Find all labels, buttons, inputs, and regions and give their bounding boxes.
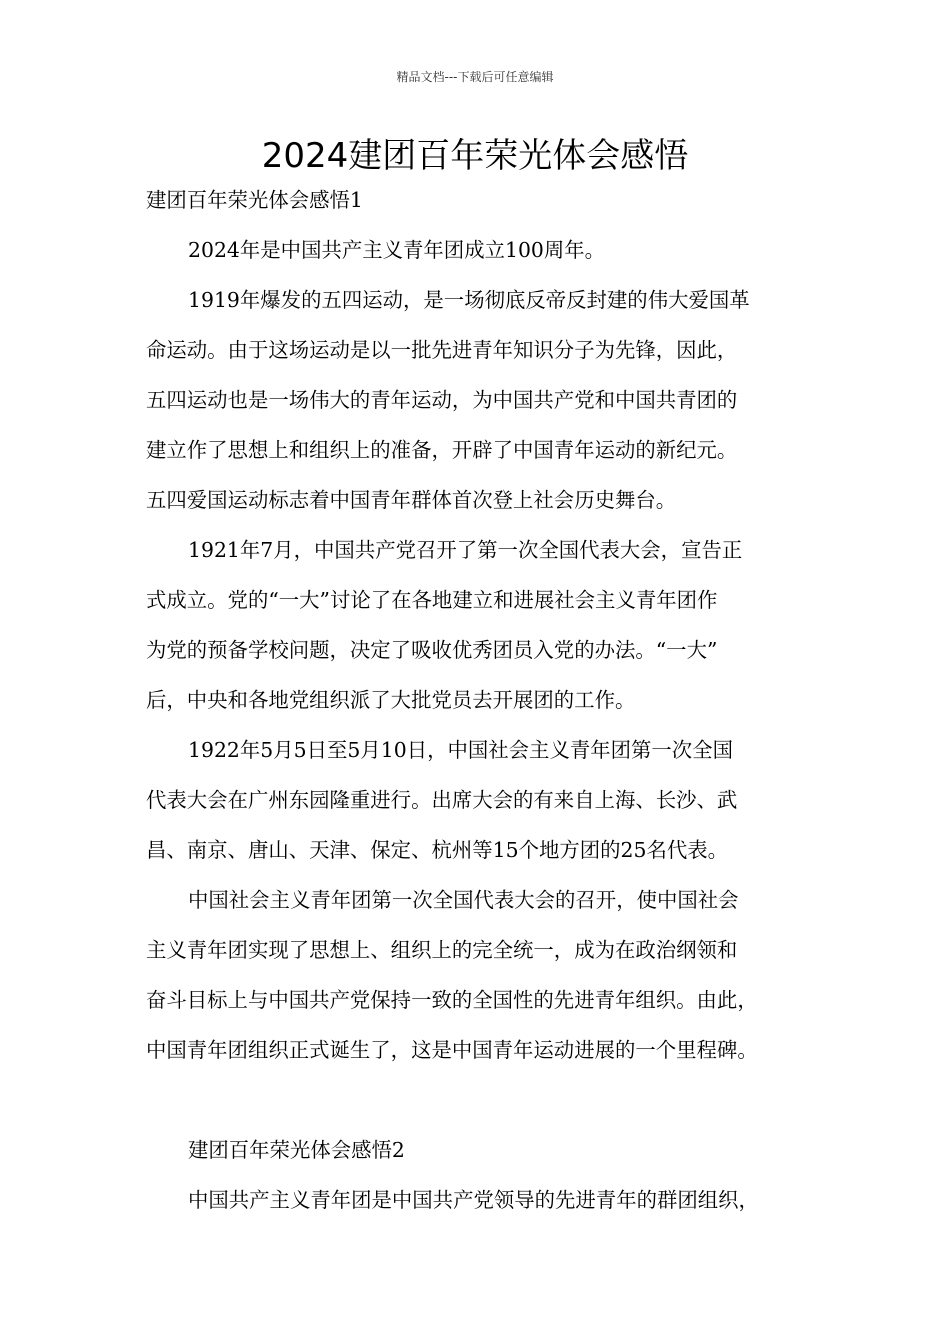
paragraph-3-line-1: 1921年7月，中国共产党召开了第一次全国代表大会，宣告正 [188, 538, 743, 562]
paragraph-4-line-1: 1922年5月5日至5月10日，中国社会主义青年团第一次全国 [188, 738, 733, 762]
paragraph-2-line-4: 建立作了思想上和组织上的准备，开辟了中国青年运动的新纪元。 [146, 438, 738, 462]
paragraph-5-line-2: 主义青年团实现了思想上、组织上的完全统一，成为在政治纲领和 [146, 938, 738, 962]
paragraph-5-line-3: 奋斗目标上与中国共产党保持一致的全国性的先进青年组织。由此， [146, 988, 758, 1012]
paragraph-3-line-2: 式成立。党的“一大”讨论了在各地建立和进展社会主义青年团作 [146, 588, 718, 612]
paragraph-4-line-2: 代表大会在广州东园隆重进行。出席大会的有来自上海、长沙、武 [146, 788, 738, 812]
paragraph-2-line-5: 五四爱国运动标志着中国青年群体首次登上社会历史舞台。 [146, 488, 677, 512]
section-heading-1: 建团百年荣光体会感悟1 [146, 188, 363, 212]
section-heading-2: 建团百年荣光体会感悟2 [188, 1138, 405, 1162]
paragraph-4-line-3: 昌、南京、唐山、天津、保定、杭州等15个地方团的25名代表。 [146, 838, 729, 862]
paragraph-3-line-3: 为党的预备学校问题，决定了吸收优秀团员入党的办法。“一大” [146, 638, 718, 662]
page-header-note: 精品文档---下载后可任意编辑 [396, 70, 554, 84]
document-title: 2024建团百年荣光体会感悟 [261, 136, 689, 176]
paragraph-1-line-1: 2024年是中国共产主义青年团成立100周年。 [188, 238, 606, 262]
paragraph-3-line-4: 后，中央和各地党组织派了大批党员去开展团的工作。 [146, 688, 636, 712]
paragraph-5-line-1: 中国社会主义青年团第一次全国代表大会的召开，使中国社会 [188, 888, 739, 912]
paragraph-5-line-4: 中国青年团组织正式诞生了，这是中国青年运动进展的一个里程碑。 [146, 1038, 758, 1062]
section-2-line-1: 中国共产主义青年团是中国共产党领导的先进青年的群团组织， [188, 1188, 759, 1212]
paragraph-2-line-2: 命运动。由于这场运动是以一批先进青年知识分子为先锋，因此， [146, 338, 738, 362]
paragraph-2-line-1: 1919年爆发的五四运动，是一场彻底反帝反封建的伟大爱国革 [188, 288, 750, 312]
paragraph-2-line-3: 五四运动也是一场伟大的青年运动，为中国共产党和中国共青团的 [146, 388, 738, 412]
